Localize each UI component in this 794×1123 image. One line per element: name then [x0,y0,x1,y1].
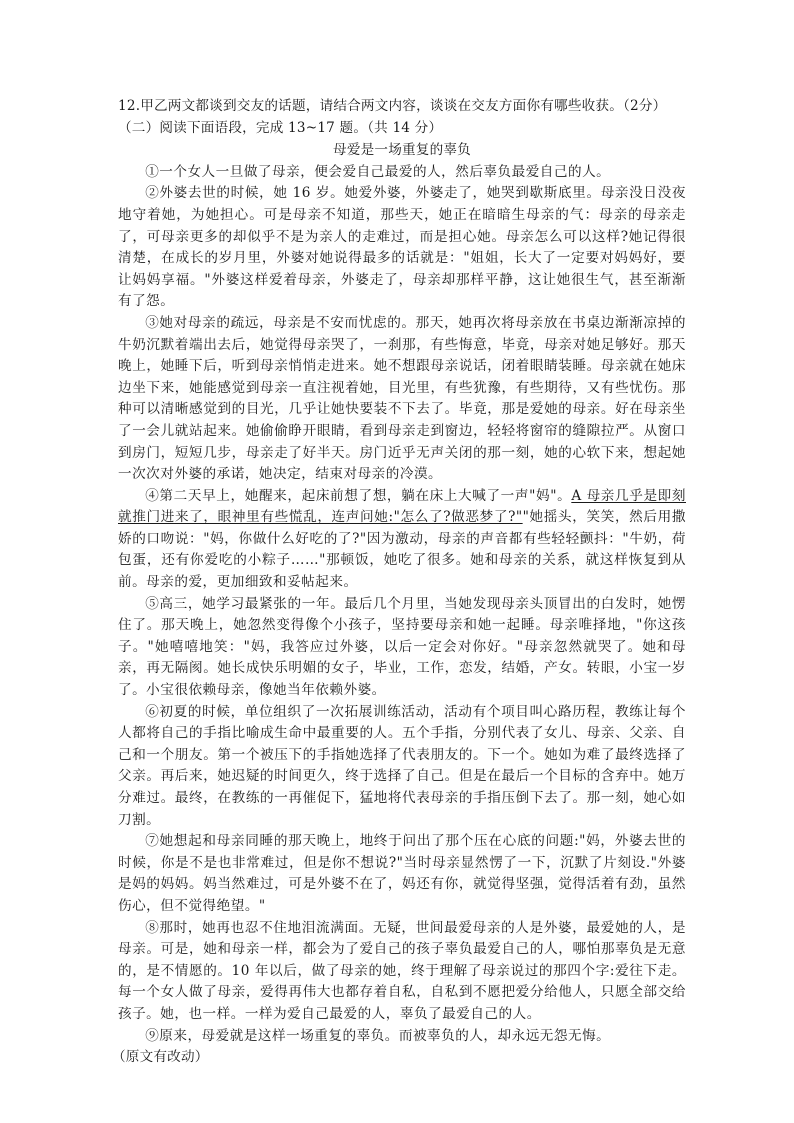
paragraph-7: ⑦她想起和母亲同睡的那天晚上，地终于问出了那个压在心底的问题:"妈，外婆去世的时候，你是不是也非常难过，但是你不想说?"当时母亲显然愣了一下，沉默了片刻设."外婆是妈的妈妈。妈当然难过，可是外婆不在了，妈还有你，就觉得坚强，觉得活着有劲，虽然伤心，但不觉得绝望。" [118,833,686,914]
paragraph-9: ⑨原来，母爱就是这样一场重复的辜负。而被辜负的人，却永远无怨无悔。 [145,1027,611,1044]
question-12: 12.甲乙两文都谈到交友的话题，请结合两文内容，谈谈在交友方面你有哪些收获。（2分） [118,98,667,114]
paragraph-4 [118,486,686,594]
paragraph-4-after: "她摇头，笑笑，然后用撒娇的口吻说："妈，你做什么好吃的了?"因为激动，母亲的声音都有些轻轻颤抖："牛奶，荷包蛋，还有你爱吃的小粽子……"那顿饭，她吃了很多。她和母亲的关系，就这样恢复到从前。母亲的爱，更加细致和妥帖起来。 [118,509,686,591]
paragraph-5: ⑤高三，她学习最紧张的一年。最后几个月里，当她发现母亲头顶冒出的白发时，她愣住了。那天晚上，她忽然变得像个小孩子，坚持要母亲和她一起睡。母亲唯择地，"你这孩子。"她嘻嘻地笑："妈，我答应过外婆，以后一定会对你好。"母亲忽然就哭了。她和母亲，再无隔阂。她长成快乐明媚的女子，毕业，工作，恋发，结婚，产女。转眼，小宝一岁了。小宝很依赖母亲，像她当年依赖外婆。 [118,595,686,699]
article-title: 母爱是一场重复的辜负 [333,142,471,159]
paragraph-2: ②外婆去世的时候，她 16 岁。她爱外婆，外婆走了，她哭到歇斯底里。母亲没日没夜地守着她，为她担心。可是母亲不知道，那些天，她正在暗暗生母亲的气：母亲的母亲走了，可母亲更多的却似乎不是为亲人的走难过，而是担心她。母亲怎么可以这样?她记得很清楚，在成长的岁月里，外婆对她说得最多的话就是："姐姐，长大了一定要对妈妈好，要让妈妈享福。"外婆这样爱着母亲，外婆走了，母亲却那样平静，这让她很生气，甚至渐渐有了怨。 [118,185,686,310]
section-header: （二）阅读下面语段，完成 13~17 题。（共 14 分） [118,119,443,136]
paragraph-4-before: ④第二天早上，她醒来，起床前想了想，躺在床上大喊了一声"妈"。 [145,487,572,504]
paragraph-4-underlined-sentence-a: A 母亲几乎是即刻就推门进来了，眼神里有些慌乱，连声问她:"怎么了?做恶梦了?" [118,487,686,526]
source-note: （原文有改动） [112,1049,209,1066]
document-page [112,96,686,1069]
paragraph-8: ⑧那时，她再也忍不住地泪流满面。无疑，世间最爱母亲的人是外婆，最爱她的人，是母亲。可是，她和母亲一样，都会为了爱自己的孩子辜负最爱自己的人，哪怕那辜负是无意的，是不情愿的。10 年以后，做了母亲的她，终于理解了母亲说过的那四个字:爱往下走。每一个女人做了母亲，爱得再伟大也都存着自私，自私到不愿把爱分给他人，只愿全部交给孩子。她，也一样。一样为爱自己最爱的人，辜负了最爱自己的人。 [118,919,686,1022]
paragraph-6: ⑥初夏的时候，单位组织了一次拓展训练活动，活动有个项目叫心路历程，教练让每个人都将自己的手指比喻成生命中最重要的人。五个手指，分别代表了女儿、母亲、父亲、自己和一个朋友。第一个被压下的手指她选择了代表朋友的。下一个。她如为难了最终选择了父亲。再后来，她迟疑的时间更久，终于选择了自己。但是在最后一个目标的含弃中。她万分难过。最终，在教练的一再催促下，猛地将代表母亲的手指压倒下去了。那一刻，她心如刀割。 [118,703,686,828]
paragraph-3: ③她对母亲的疏远，母亲是不安而忧虑的。那天，她再次将母亲放在书桌边渐渐凉掉的牛奶沉默着端出去后，她觉得母亲哭了，一刹那，有些悔意，毕竟，母亲对她足够好。那天晚上，她睡下后，听到母亲悄悄走进来。她不想跟母亲说话，闭着眼睛装睡。母亲就在她床边坐下来，她能感觉到母亲一直注视着她，目光里，有些犹豫，有些期待，又有些忧伤。那种可以清晰感觉到的目光，几乎让她快要装不下去了。毕竟，那是爱她的母亲。好在母亲坐了一会儿就站起来。她偷偷睁开眼睛，看到母亲走到窗边，轻轻将窗帘的缝隙拉严。从窗口到房门，短短几步，母亲走了好半天。房门近乎无声关闭的那一刻，她的心软下来，想起她一次次对外婆的承诺，她决定，结束对母亲的冷漠。 [118,314,686,483]
paragraph-1: ①一个女人一旦做了母亲，便会爱自己最爱的人，然后辜负最爱自己的人。 [145,163,611,180]
